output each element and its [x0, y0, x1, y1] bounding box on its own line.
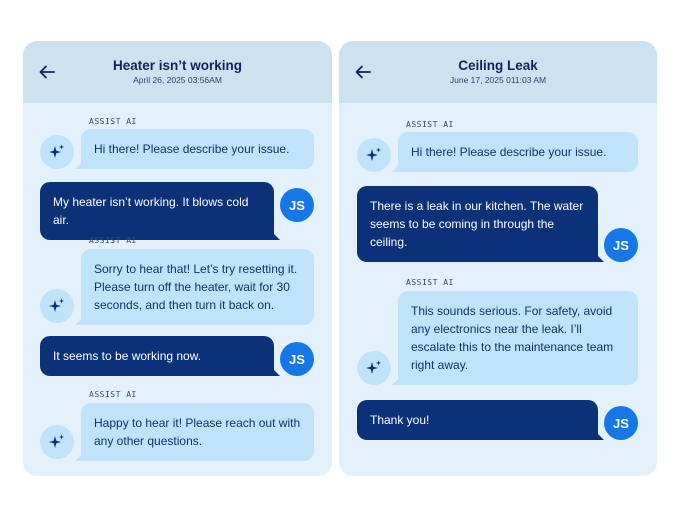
message-bubble-user: There is a leak in our kitchen. The water seems to be coming in through the ceiling. [357, 186, 598, 262]
sparkle-icon [48, 433, 66, 451]
back-button[interactable] [352, 61, 374, 83]
message-bubble-ai: This sounds serious. For safety, avoid any electronics near the leak. I’ll escalate this to the maintenance team right away. [398, 291, 638, 385]
sparkle-icon [48, 297, 66, 315]
sender-label: ASSIST AI [406, 278, 454, 287]
sparkle-icon [365, 359, 383, 377]
chat-title: Heater isn’t working [112, 58, 243, 73]
back-button[interactable] [36, 61, 58, 83]
user-avatar: JS [280, 188, 314, 222]
sender-label: ASSIST AI [89, 236, 137, 245]
ai-avatar [357, 138, 391, 172]
chat-date: June 17, 2025 011:03 AM [449, 75, 547, 85]
chat-header [339, 41, 657, 103]
ai-avatar [40, 289, 74, 323]
message-bubble-user: It seems to be working now. [40, 336, 274, 376]
message-bubble-ai: Hi there! Please describe your issue. [81, 129, 314, 169]
chat-title: Ceiling Leak [458, 58, 538, 73]
ai-avatar [40, 135, 74, 169]
message-bubble-ai: Happy to hear it! Please reach out with any other questions. [81, 403, 314, 461]
user-avatar: JS [280, 342, 314, 376]
sparkle-icon [48, 143, 66, 161]
user-avatar: JS [604, 228, 638, 262]
ai-avatar [40, 425, 74, 459]
message-bubble-ai: Hi there! Please describe your issue. [398, 132, 638, 172]
message-bubble-user: Thank you! [357, 400, 598, 440]
sender-label: ASSIST AI [89, 390, 137, 399]
message-bubble-ai: Sorry to hear that! Let’s try resetting it. Please turn off the heater, wait for 30 seconds, and then turn it back on. [81, 249, 314, 325]
sparkle-icon [365, 146, 383, 164]
sender-label: ASSIST AI [89, 117, 137, 126]
user-avatar: JS [604, 406, 638, 440]
arrow-left-icon [39, 65, 55, 79]
arrow-left-icon [355, 65, 371, 79]
message-bubble-user: My heater isn’t working. It blows cold air. [40, 182, 274, 240]
chat-panel-heater [23, 41, 332, 476]
chat-date: April 26, 2025 03:56AM [133, 75, 222, 85]
sender-label: ASSIST AI [406, 120, 454, 129]
chat-header [23, 41, 332, 103]
chat-panel-ceiling-leak [339, 41, 657, 476]
ai-avatar [357, 351, 391, 385]
